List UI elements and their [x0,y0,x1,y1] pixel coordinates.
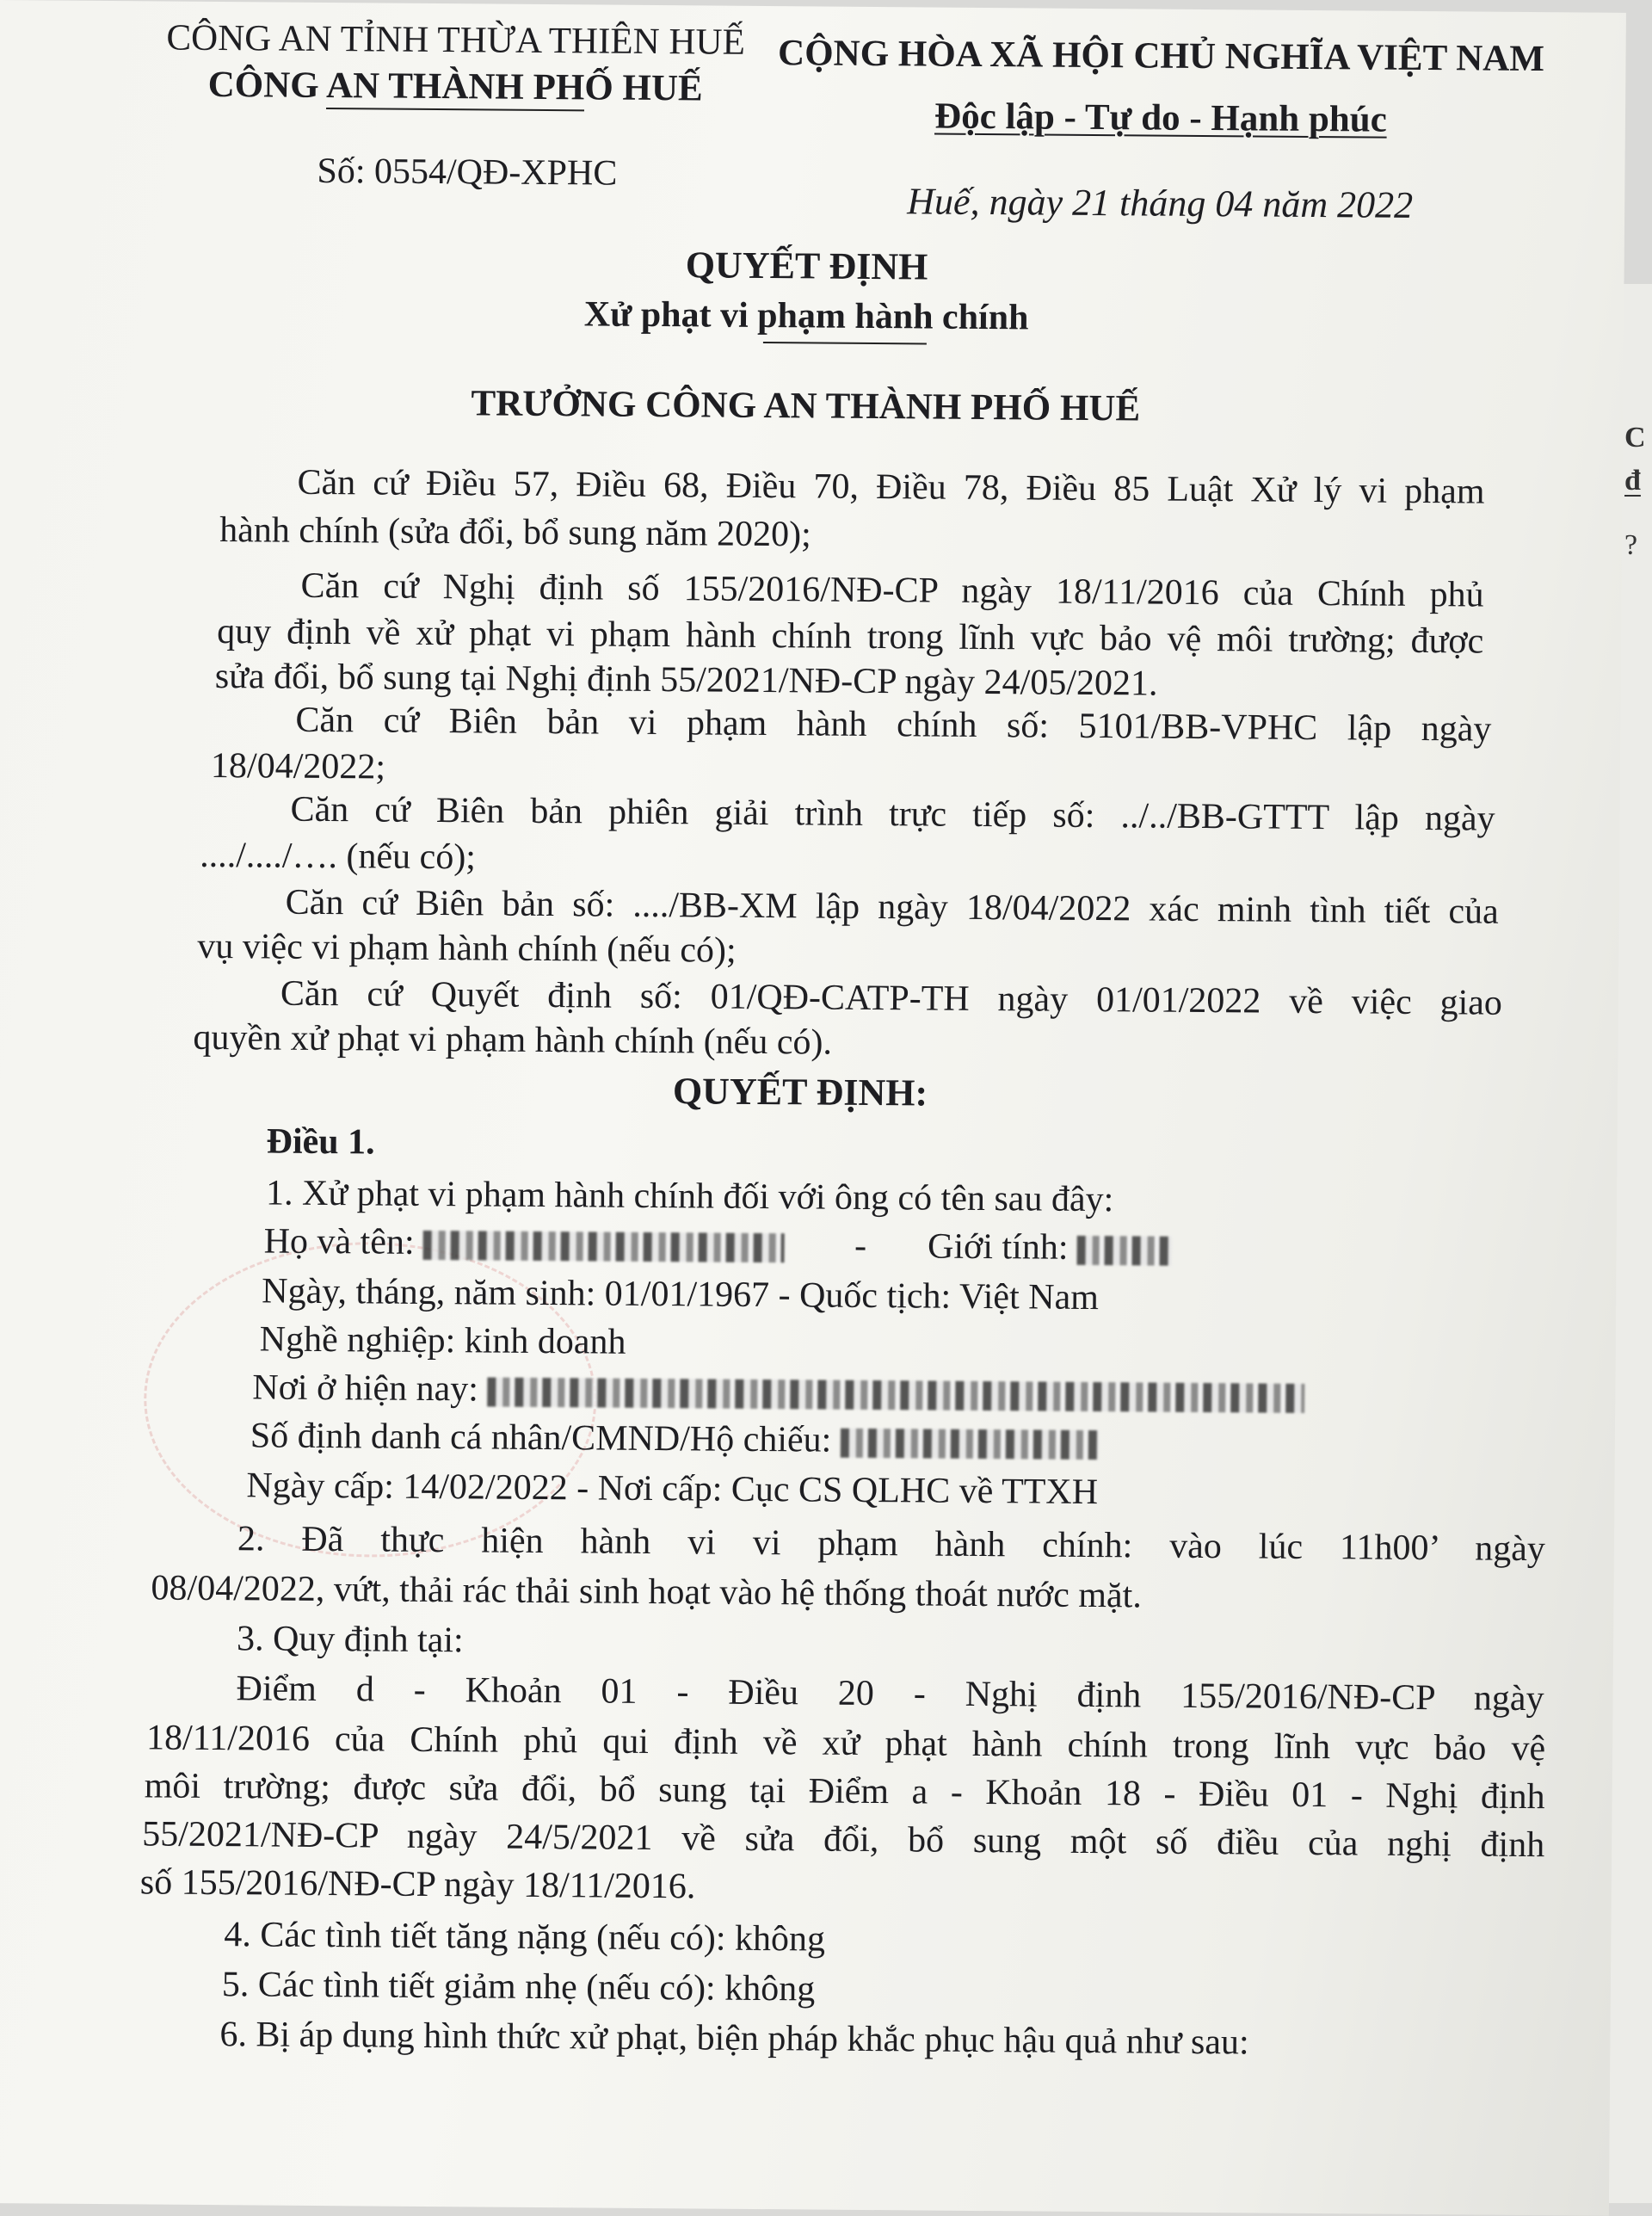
article-item-5: 5. Các tình tiết giảm nhẹ (nếu có): không [221,1965,816,2009]
basis-2-first: Căn cứ Nghị định số 155/2016/NĐ-CP ngày 18/11/2016 của Chính phủ [300,565,1484,615]
basis-6-first: Căn cứ Quyết định số: 01/QĐ-CATP-TH ngày 01/01/2022 về việc giao [280,973,1503,1023]
basis-4-first: Căn cứ Biên bản phiên giải trình trực tiếp số: ../../BB-GTTT lập ngày [290,789,1495,839]
redacted-id-number [841,1429,1099,1460]
regulation-line-3: môi trường; được sửa đổi, bổ sung tại Điểm a - Khoản 18 - Điều 01 - Nghị định [144,1766,1545,1818]
article-item-6: 6. Bị áp dụng hình thức xử phạt, biện pháp khắc phục hậu quả như sau: [219,2015,1249,2063]
regulation-line-1: Điểm d - Khoản 01 - Điều 20 - Nghị định 155/2016/NĐ-CP ngày [236,1669,1544,1719]
article-item-3: 3. Quy định tại: [236,1619,464,1661]
basis-3-first: Căn cứ Biên bản vi phạm hành chính số: 5101/BB-VPHC lập ngày [295,700,1492,750]
redacted-gender [1077,1236,1172,1266]
place-date: Huế, ngày 21 tháng 04 năm 2022 [907,180,1414,226]
residence-label: Nơi ở hiện nay: [252,1367,479,1410]
motto-text: Độc lập - Tự do - Hạnh phúc [934,96,1387,140]
occupation: Nghề nghiệp: kinh doanh [259,1319,626,1362]
basis-3-rest: 18/04/2022; [210,745,386,787]
basis-2-line-2: quy định về xử phạt vi phạm hành chính trong lĩnh vực bảo vệ môi trường; được [217,612,1484,662]
basis-2-line-3: sửa đổi, bổ sung tại Nghị định 55/2021/NĐ-CP ngày 24/05/2021. [214,656,1158,704]
gender-label: Giới tính: [927,1226,1069,1268]
document-title: QUYẾT ĐỊNH [685,244,928,288]
decision-heading: QUYẾT ĐỊNH: [672,1070,928,1114]
document-number: Số: 0554/QĐ-XPHC [317,151,618,194]
basis-1-first: Căn cứ Điều 57, Điều 68, Điều 70, Điều 78, Điều 85 Luật Xử lý vi phạm [297,462,1485,512]
article-heading: Điều 1. [266,1121,375,1163]
agency-parent: CÔNG AN TỈNH THỪA THIÊN HUẾ [166,17,746,63]
article-item-2-first: 2. Đã thực hiện hành vi vi phạm hành chính: vào lúc 11h00’ ngày [237,1519,1546,1570]
edge-letter: đ [1624,465,1641,497]
article-item-1: 1. Xử phạt vi phạm hành chính đối với ông có tên sau đây: [265,1173,1114,1220]
edge-letter: C [1624,422,1646,454]
regulation-line-5: số 155/2016/NĐ-CP ngày 18/11/2016. [139,1862,696,1907]
issuing-authority: TRƯỞNG CÔNG AN THÀNH PHỐ HUẾ [471,383,1141,429]
subject-underline [763,342,927,344]
basis-4-rest: ..../..../…. (nếu có); [200,835,477,878]
article-item-2-rest: 08/04/2022, vứt, thải rác thải sinh hoạt vào hệ thống thoát nước mặt. [151,1568,1143,1616]
basis-1-rest: hành chính (sửa đổi, bổ sung năm 2020); [219,510,812,555]
id-label: Số định danh cá nhân/CMND/Hộ chiếu: [250,1416,832,1460]
article-item-4: 4. Các tình tiết tăng nặng (nếu có): không [224,1915,826,1960]
residence-field [252,1367,1304,1417]
redacted-name [423,1231,785,1262]
basis-6-rest: quyền xử phạt vi phạm hành chính (nếu có). [193,1017,833,1063]
name-label: Họ và tên: [263,1221,415,1262]
basis-5-first: Căn cứ Biên bản số: ..../BB-XM lập ngày 18/04/2022 xác minh tình tiết của [285,882,1499,932]
national-motto [774,94,1548,142]
name-field [263,1220,1172,1268]
birth-nationality: Ngày, tháng, năm sinh: 01/01/1967 - Quốc tịch: Việt Nam [262,1271,1100,1318]
basis-5-rest: vụ việc vi phạm hành chính (nếu có); [197,926,737,971]
id-field [250,1415,1099,1463]
country-name: CỘNG HÒA XÃ HỘI CHỦ NGHĨA VIỆT NAM [777,33,1545,80]
regulation-line-4: 55/2021/NĐ-CP ngày 24/5/2021 về sửa đổi, bổ sung một số điều của nghị định [142,1814,1545,1866]
issue-info: Ngày cấp: 14/02/2022 - Nơi cấp: Cục CS QLHC về TTXH [246,1466,1099,1513]
edge-letter: ? [1624,529,1638,561]
regulation-line-2: 18/11/2016 của Chính phủ qui định về xử phạt hành chính trong lĩnh vực bảo vệ [145,1718,1546,1769]
document-subject: Xử phạt vi phạm hành chính [583,294,1029,338]
field-separator: - [854,1225,867,1266]
agency-name: CÔNG AN THÀNH PHỐ HUẾ [207,64,703,109]
redacted-residence [487,1378,1304,1413]
